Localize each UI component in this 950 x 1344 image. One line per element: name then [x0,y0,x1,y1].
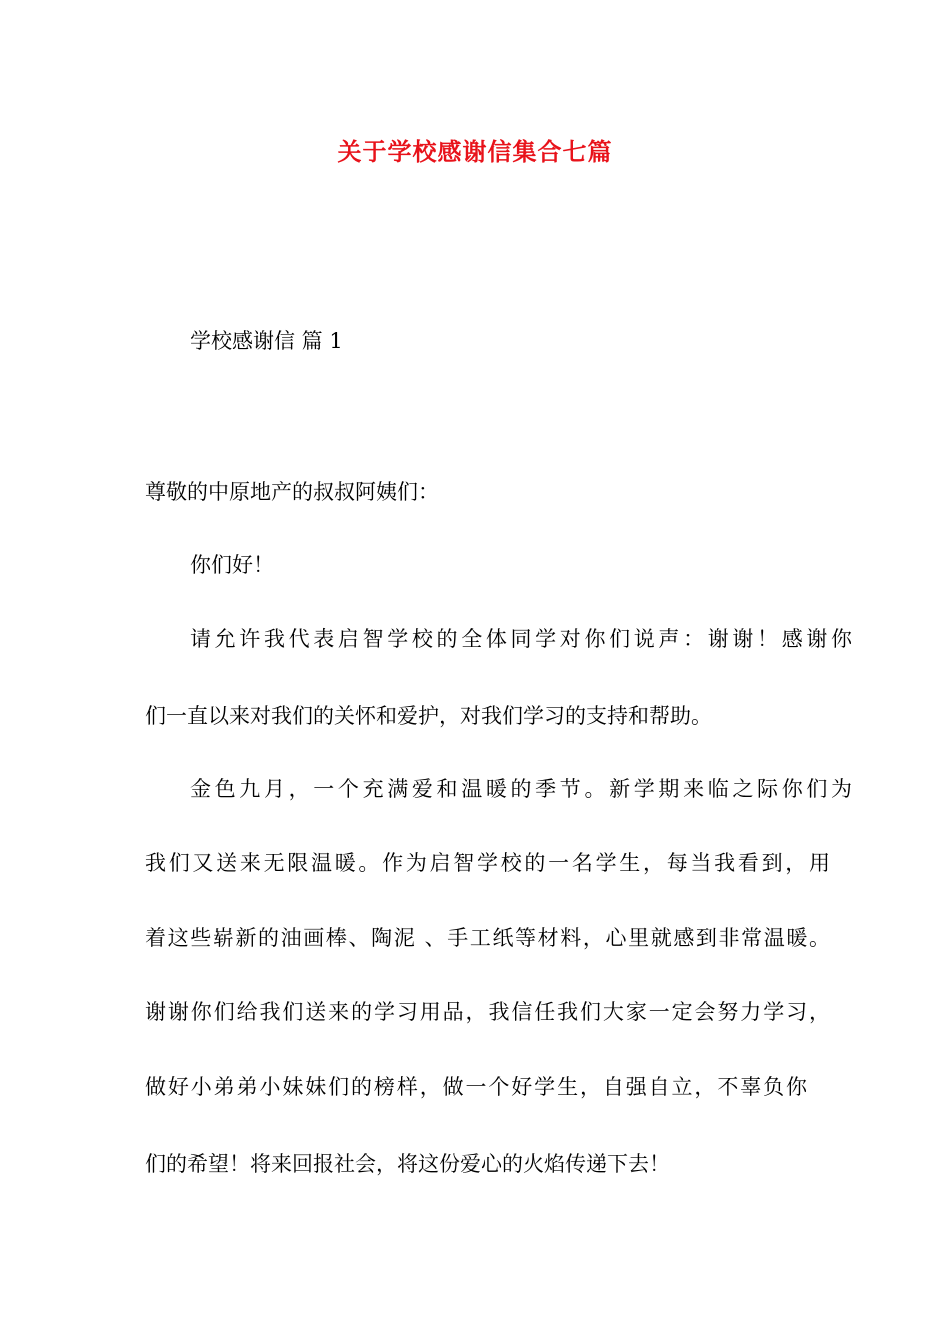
paragraph-line: 我们又送来无限温暖。作为启智学校的一名学生，每当我看到，用 [145,851,830,875]
paragraph-line: 金色九月，一个充满爱和温暖的季节。新学期来临之际你们为 [190,777,852,801]
paragraph-line: 谢谢你们给我们送来的学习用品，我信任我们大家一定会努力学习， [145,1000,830,1024]
paragraph-line: 着这些崭新的油画棒、陶泥 、手工纸等材料，心里就感到非常温暖。 [145,926,830,950]
paragraph-line: 请允许我代表启智学校的全体同学对你们说声：谢谢！感谢你 [190,627,852,651]
paragraph-line: 们一直以来对我们的关怀和爱护，对我们学习的支持和帮助。 [145,704,712,728]
salutation: 尊敬的中原地产的叔叔阿姨们： [145,480,439,504]
paragraph-line: 做好小弟弟小妹妹们的榜样，做一个好学生，自强自立，不辜负你 [145,1075,807,1099]
section-heading: 学校感谢信 篇 1 [190,329,343,353]
greeting: 你们好！ [190,553,274,577]
document-title: 关于学校感谢信集合七篇 [337,137,613,166]
paragraph-line: 们的希望！将来回报社会，将这份爱心的火焰传递下去！ [145,1152,670,1176]
